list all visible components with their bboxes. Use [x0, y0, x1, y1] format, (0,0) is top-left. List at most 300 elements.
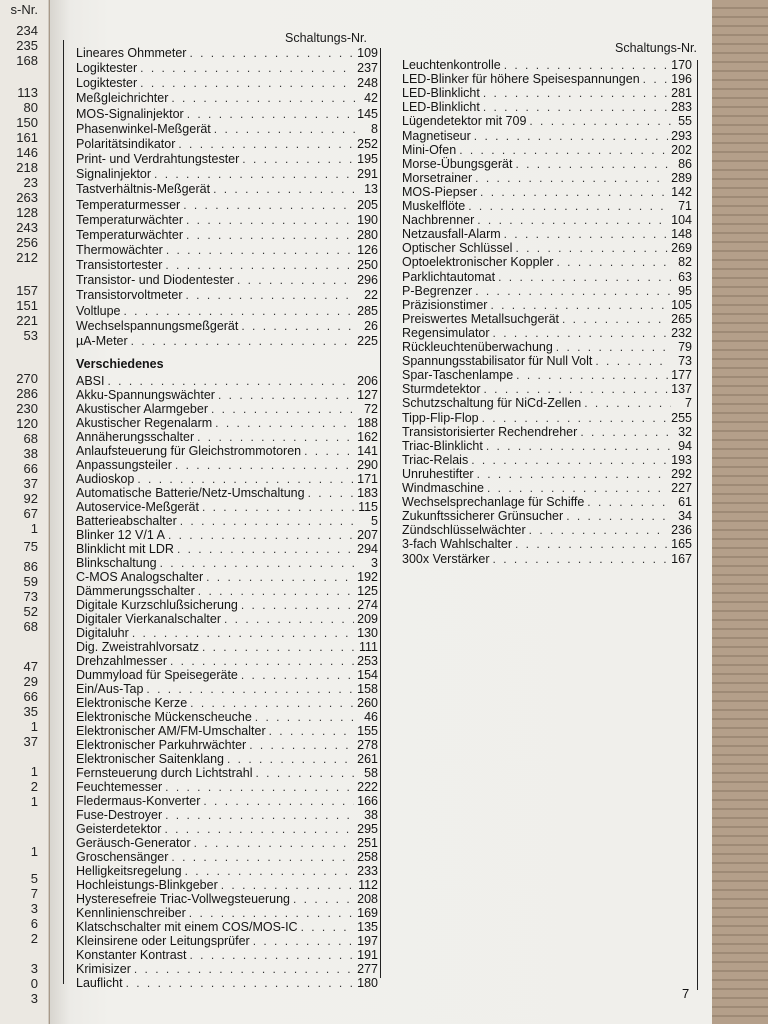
- index-entry: [402, 396, 692, 411]
- entry-name: Klatschschalter mit einem COS/MOS-IC: [76, 920, 298, 934]
- entry-name: Nachbrenner: [402, 213, 475, 228]
- index-entry: [76, 46, 378, 61]
- entry-number: 169: [357, 906, 378, 920]
- entry-number: 248: [357, 76, 378, 91]
- entry-number: 142: [671, 184, 692, 199]
- dot-leader: [468, 199, 671, 214]
- entry-number: 250: [357, 258, 378, 273]
- index-entry: [76, 258, 378, 273]
- dot-leader: [175, 458, 354, 473]
- entry-number: 165: [671, 537, 692, 552]
- entry-number: 63: [678, 269, 692, 284]
- dot-leader: [164, 822, 354, 837]
- entry-name: Elektronische Mückenscheuche: [76, 710, 252, 724]
- entry-number: 125: [357, 584, 378, 598]
- entry-number: 155: [357, 724, 378, 738]
- previous-page-number: 37: [23, 734, 38, 749]
- previous-page-number: 73: [23, 589, 38, 604]
- index-entry: [76, 878, 378, 893]
- dot-leader: [197, 430, 354, 445]
- index-entry: [76, 598, 378, 613]
- dot-leader: [584, 396, 671, 411]
- dot-leader: [484, 382, 669, 397]
- entry-number: 135: [357, 920, 378, 934]
- previous-page-number: 2: [30, 931, 38, 946]
- index-entry: [76, 444, 378, 459]
- index-entry: [76, 906, 378, 921]
- entry-name: Kennlinienschreiber: [76, 906, 186, 920]
- index-entry: [402, 354, 692, 369]
- previous-page-number: 1: [30, 764, 38, 779]
- entry-number: 158: [357, 682, 378, 696]
- dot-leader: [304, 444, 354, 459]
- entry-number: 61: [678, 495, 692, 510]
- index-entry: [402, 100, 692, 115]
- index-entry: [402, 368, 692, 383]
- index-entry: [76, 850, 378, 865]
- entry-number: 236: [671, 523, 692, 538]
- entry-name: Geisterdetektor: [76, 822, 162, 836]
- previous-page-number: 146: [16, 145, 38, 160]
- index-entry: [402, 523, 692, 538]
- index-entry: [76, 542, 378, 557]
- index-entry: [402, 495, 692, 510]
- previous-page-number: 234: [16, 23, 38, 38]
- dot-leader: [186, 228, 354, 243]
- index-entry: [402, 481, 692, 496]
- dot-leader: [475, 284, 671, 299]
- entry-number: 170: [671, 58, 692, 72]
- dot-leader: [202, 640, 356, 655]
- entry-number: 8: [371, 121, 378, 136]
- entry-name: Lügendetektor mit 709: [402, 114, 527, 129]
- entry-number: 58: [364, 766, 378, 780]
- dot-leader: [146, 682, 354, 697]
- entry-number: 167: [671, 551, 692, 566]
- dot-leader: [487, 481, 668, 496]
- entry-number: 42: [364, 91, 378, 106]
- entry-number: 225: [357, 333, 378, 348]
- dot-leader: [493, 552, 669, 567]
- dot-leader: [187, 107, 354, 122]
- dot-leader: [194, 836, 355, 851]
- index-entry: [76, 696, 378, 711]
- index-entry: [76, 243, 378, 258]
- dot-leader: [459, 143, 668, 158]
- entry-name: Temperaturmesser: [76, 197, 181, 212]
- previous-page-number: 230: [16, 401, 38, 416]
- index-entry: [76, 76, 378, 91]
- previous-page-number: 38: [23, 446, 38, 461]
- entry-name: Netzausfall-Alarm: [402, 227, 501, 242]
- entry-number: 280: [357, 227, 378, 242]
- center-column-rule: [380, 48, 381, 978]
- dot-leader: [504, 227, 669, 242]
- entry-number: 207: [357, 528, 378, 542]
- previous-page-number: 256: [16, 235, 38, 250]
- dot-leader: [269, 724, 355, 739]
- entry-number: 141: [357, 444, 378, 458]
- dot-leader: [165, 780, 354, 795]
- index-entry: [76, 962, 378, 977]
- entry-name: Anpassungsteiler: [76, 458, 172, 472]
- entry-number: 233: [357, 864, 378, 878]
- entry-number: 202: [671, 142, 692, 157]
- entry-number: 46: [364, 710, 378, 724]
- entry-number: 281: [671, 86, 692, 101]
- entry-number: 285: [357, 303, 378, 318]
- dot-leader: [190, 696, 354, 711]
- entry-name: µA-Meter: [76, 333, 128, 348]
- previous-page-number: 221: [16, 313, 38, 328]
- index-entry: [76, 416, 378, 431]
- index-entry: [402, 143, 692, 158]
- dot-leader: [556, 255, 671, 270]
- entry-number: 104: [671, 213, 692, 228]
- dot-leader: [170, 654, 354, 669]
- dot-leader: [249, 738, 354, 753]
- entry-number: 232: [671, 325, 692, 340]
- entry-number: 277: [357, 962, 378, 976]
- entry-number: 72: [364, 402, 378, 416]
- index-entry: [76, 892, 378, 907]
- previous-page-number: 5: [30, 871, 38, 886]
- index-entry: [76, 152, 378, 167]
- entry-name: Tastverhältnis-Meßgerät: [76, 182, 211, 197]
- index-entry: [76, 198, 378, 213]
- entry-name: Polaritätsindikator: [76, 136, 176, 151]
- entry-name: Akustischer Alarmgeber: [76, 402, 209, 416]
- index-entry: [76, 948, 378, 963]
- entry-name: Thermowächter: [76, 242, 163, 257]
- entry-name: Rückleuchtenüberwachung: [402, 340, 553, 354]
- entry-name: Präzisionstimer: [402, 297, 488, 312]
- left-column-rule: [63, 40, 64, 984]
- dot-leader: [224, 612, 354, 627]
- entry-name: Elektronischer AM/FM-Umschalter: [76, 724, 266, 738]
- entry-number: 193: [671, 452, 692, 467]
- previous-page-number: 3: [30, 991, 38, 1006]
- entry-number: 86: [678, 156, 692, 171]
- entry-number: 296: [357, 273, 378, 288]
- index-entry: [76, 836, 378, 851]
- entry-name: Automatische Batterie/Netz-Umschaltung: [76, 486, 305, 500]
- index-entry: [76, 514, 378, 529]
- entry-number: 255: [671, 410, 692, 425]
- dot-leader: [171, 91, 357, 106]
- entry-number: 109: [357, 46, 378, 60]
- entry-name: Batterieabschalter: [76, 514, 177, 528]
- entry-name: Hysteresefreie Triac-Vollwegsteuerung: [76, 892, 290, 906]
- entry-name: Groschensänger: [76, 850, 169, 864]
- index-entry: [76, 500, 378, 515]
- index-entry: [76, 319, 378, 334]
- index-entry: [76, 640, 378, 655]
- dot-leader: [301, 920, 355, 935]
- index-entry: [76, 182, 378, 197]
- dot-leader: [237, 273, 354, 288]
- entry-name: Lauflicht: [76, 976, 123, 990]
- previous-page-number: 67: [23, 506, 38, 521]
- previous-page-number: 235: [16, 38, 38, 53]
- entry-number: 111: [358, 640, 378, 654]
- entry-name: Dämmerungsschalter: [76, 584, 195, 598]
- index-entry: [402, 312, 692, 327]
- entry-name: Zukunftssicherer Grünsucher: [402, 509, 564, 524]
- dot-leader: [308, 486, 355, 501]
- previous-page-number: 270: [16, 371, 38, 386]
- index-entry: [76, 808, 378, 823]
- dot-leader: [178, 137, 354, 152]
- entry-number: 183: [357, 486, 378, 500]
- index-entry: [76, 107, 378, 122]
- dot-leader: [515, 241, 668, 256]
- previous-page-number: 92: [23, 491, 38, 506]
- entry-name: Autoservice-Meßgerät: [76, 500, 199, 514]
- index-entry: [402, 72, 692, 87]
- index-entry: [76, 766, 378, 781]
- dot-leader: [587, 495, 671, 510]
- previous-page-number: 168: [16, 53, 38, 68]
- index-entry: [76, 458, 378, 473]
- dot-leader: [126, 976, 355, 991]
- dot-leader: [474, 129, 668, 144]
- index-entry: [402, 453, 692, 468]
- dot-leader: [475, 171, 668, 186]
- dot-leader: [255, 766, 357, 781]
- entry-name: MOS-Piepser: [402, 184, 478, 199]
- index-entry: [76, 122, 378, 137]
- entry-name: Ein/Aus-Tap: [76, 682, 144, 696]
- book-page: [50, 0, 712, 1024]
- index-entry: [76, 61, 378, 76]
- entry-name: Digitale Kurzschlußsicherung: [76, 598, 238, 612]
- dot-leader: [134, 962, 354, 977]
- dot-leader: [183, 198, 354, 213]
- dot-leader: [160, 556, 357, 571]
- entry-name: ABSI: [76, 374, 105, 388]
- dot-leader: [177, 542, 354, 557]
- entry-name: LED-Blinker für höhere Speisespannungen: [402, 72, 640, 87]
- background-surface: [712, 0, 768, 1024]
- entry-number: 95: [678, 283, 692, 298]
- entry-name: Wechselspannungsmeßgerät: [76, 318, 239, 333]
- entry-number: 252: [357, 136, 378, 151]
- previous-page-number: 68: [23, 619, 38, 634]
- entry-name: Logiktester: [76, 76, 138, 91]
- previous-page-number: 2: [30, 779, 38, 794]
- entry-number: 292: [671, 466, 692, 481]
- entry-number: 293: [671, 128, 692, 143]
- entry-name: Fuse-Destroyer: [76, 808, 163, 822]
- entry-name: Digitaler Vierkanalschalter: [76, 612, 221, 626]
- entry-number: 73: [678, 354, 692, 369]
- dot-leader: [211, 402, 357, 417]
- entry-number: 26: [364, 318, 378, 333]
- index-entry: [402, 340, 692, 355]
- entry-name: 300x Verstärker: [402, 551, 490, 566]
- entry-name: Hochleistungs-Blinkgeber: [76, 878, 218, 892]
- index-entry: [402, 284, 692, 299]
- previous-page-number: 29: [23, 674, 38, 689]
- previous-page-number: 66: [23, 689, 38, 704]
- index-entry: [402, 537, 692, 552]
- dot-leader: [480, 185, 668, 200]
- entry-number: 237: [357, 61, 378, 76]
- previous-page-number: 86: [23, 559, 38, 574]
- index-entry: [76, 682, 378, 697]
- previous-page-number: 80: [23, 100, 38, 115]
- index-entry: [76, 228, 378, 243]
- index-entry: [76, 738, 378, 753]
- index-entry: [402, 227, 692, 242]
- index-entry: [76, 402, 378, 417]
- entry-name: Triac-Relais: [402, 452, 469, 467]
- entry-name: Feuchtemesser: [76, 780, 163, 794]
- dot-leader: [595, 354, 671, 369]
- entry-number: 180: [357, 976, 378, 990]
- index-entry: [76, 794, 378, 809]
- entry-name: Akku-Spannungswächter: [76, 388, 215, 402]
- entry-number: 127: [357, 388, 378, 402]
- dot-leader: [132, 626, 354, 641]
- entry-name: Leuchtenkontrolle: [402, 58, 501, 72]
- right-column-header: Schaltungs-Nr.: [615, 41, 697, 55]
- index-entry: [402, 58, 692, 73]
- index-entry: [402, 171, 692, 186]
- dot-leader: [186, 213, 354, 228]
- entry-number: 148: [671, 227, 692, 242]
- entry-number: 166: [357, 794, 378, 808]
- dot-leader: [255, 710, 357, 725]
- index-entry: [402, 270, 692, 285]
- index-entry: [76, 556, 378, 571]
- dot-leader: [580, 425, 671, 440]
- entry-name: Kleinsirene oder Leitungsprüfer: [76, 934, 250, 948]
- dot-leader: [137, 472, 354, 487]
- entry-name: LED-Blinklicht: [402, 86, 480, 101]
- dot-leader: [498, 270, 671, 285]
- index-entry: [402, 509, 692, 524]
- previous-page-number: 7: [30, 886, 38, 901]
- index-entry: [76, 472, 378, 487]
- dot-leader: [483, 100, 668, 115]
- dot-leader: [189, 906, 354, 921]
- dot-leader: [215, 416, 354, 431]
- entry-number: 261: [357, 752, 378, 766]
- index-entry: [76, 334, 378, 349]
- dot-leader: [202, 500, 355, 515]
- previous-page-number: 218: [16, 160, 38, 175]
- index-entry: [402, 326, 692, 341]
- entry-number: 274: [357, 598, 378, 612]
- dot-leader: [140, 76, 354, 91]
- index-entry: [76, 273, 378, 288]
- index-entry: [76, 710, 378, 725]
- entry-name: Transistorvoltmeter: [76, 288, 183, 303]
- entry-number: 105: [671, 297, 692, 312]
- index-entry: [76, 167, 378, 182]
- entry-name: Dig. Zweistrahlvorsatz: [76, 640, 199, 654]
- entry-name: Temperaturwächter: [76, 227, 183, 242]
- entry-name: Transistorisierter Rechendreher: [402, 424, 578, 439]
- entry-number: 137: [671, 382, 692, 397]
- index-entry: [76, 752, 378, 767]
- entry-number: 34: [678, 509, 692, 524]
- index-entry: [76, 724, 378, 739]
- entry-number: 192: [357, 570, 378, 584]
- entry-number: 3: [371, 556, 378, 570]
- entry-number: 94: [678, 438, 692, 453]
- previous-page-number: 157: [16, 283, 38, 298]
- entry-name: Elektronischer Saitenklang: [76, 752, 224, 766]
- dot-leader: [140, 61, 354, 76]
- entry-number: 227: [671, 481, 692, 495]
- previous-page-number: 47: [23, 659, 38, 674]
- index-entry: [76, 528, 378, 543]
- dot-leader: [203, 794, 354, 809]
- entry-number: 162: [357, 430, 378, 444]
- dot-leader: [131, 334, 354, 349]
- dot-leader: [166, 243, 354, 258]
- dot-leader: [293, 892, 354, 907]
- entry-number: 222: [357, 780, 378, 794]
- entry-name: Magnetiseur: [402, 128, 471, 143]
- index-entry: [402, 241, 692, 256]
- index-entry: [76, 570, 378, 585]
- entry-name: Regensimulator: [402, 325, 490, 340]
- entry-name: Signalinjektor: [76, 167, 152, 182]
- dot-leader: [504, 58, 668, 73]
- index-entry: [402, 255, 692, 270]
- dot-leader: [108, 374, 355, 389]
- entry-name: Windmaschine: [402, 481, 484, 495]
- entry-number: 38: [364, 808, 378, 822]
- dot-leader: [241, 598, 354, 613]
- index-entry: [402, 467, 692, 482]
- previous-page-number: 0: [30, 976, 38, 991]
- previous-page-number: s-Nr.: [10, 2, 38, 17]
- entry-number: 295: [357, 822, 378, 836]
- dot-leader: [483, 86, 668, 101]
- dot-leader: [180, 514, 357, 529]
- previous-page-number: 35: [23, 704, 38, 719]
- dot-leader: [123, 304, 354, 319]
- previous-page-number: 150: [16, 115, 38, 130]
- index-entry: [76, 654, 378, 669]
- index-entry: [402, 411, 692, 426]
- index-entry: [76, 612, 378, 627]
- entry-name: Parklichtautomat: [402, 269, 496, 284]
- entry-number: 126: [357, 242, 378, 257]
- entry-name: Wechselsprechanlage für Schiffe: [402, 495, 585, 510]
- entry-name: Lineares Ohmmeter: [76, 46, 187, 60]
- previous-page-number: 212: [16, 250, 38, 265]
- entry-name: Preiswertes Metallsuchgerät: [402, 311, 560, 326]
- dot-leader: [493, 326, 669, 341]
- entry-number: 195: [357, 152, 378, 167]
- entry-number: 188: [357, 416, 378, 430]
- entry-name: Elektronische Kerze: [76, 696, 188, 710]
- entry-name: Konstanter Kontrast: [76, 948, 187, 962]
- entry-number: 7: [685, 396, 692, 411]
- entry-name: Akustischer Regenalarm: [76, 416, 213, 430]
- entry-number: 145: [357, 106, 378, 121]
- previous-page-number: 113: [17, 85, 38, 100]
- entry-number: 79: [678, 340, 692, 354]
- previous-page-number: 3: [30, 901, 38, 916]
- entry-name: Audioskop: [76, 472, 135, 486]
